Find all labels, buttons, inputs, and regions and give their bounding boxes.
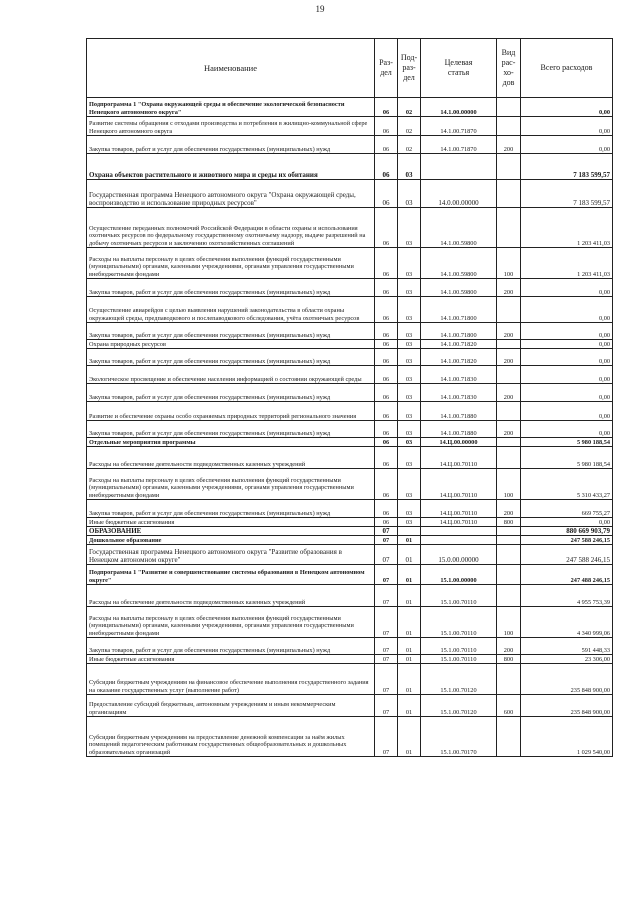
row-subsection xyxy=(398,527,421,536)
row-target xyxy=(421,154,497,180)
row-target: 14.1.00.59800 xyxy=(421,248,497,279)
row-subsection: 01 xyxy=(398,664,421,695)
row-expense-type: 200 xyxy=(497,349,521,366)
row-section: 06 xyxy=(375,500,398,518)
row-total: 1 203 411,03 xyxy=(521,208,613,248)
row-target: 14.1.00.71880 xyxy=(421,402,497,421)
row-target: 15.1.00.70110 xyxy=(421,585,497,607)
row-total: 1 029 540,00 xyxy=(521,717,613,757)
row-subsection: 03 xyxy=(398,421,421,438)
row-total: 23 306,00 xyxy=(521,655,613,664)
row-name: Развитие и обеспечение охраны особо охраняемых природных территорий регионального значения xyxy=(87,402,375,421)
row-total: 235 848 900,00 xyxy=(521,695,613,717)
row-section: 06 xyxy=(375,180,398,208)
row-subsection: 03 xyxy=(398,384,421,402)
row-section: 06 xyxy=(375,349,398,366)
row-expense-type xyxy=(497,447,521,469)
row-target: 15.1.00.70110 xyxy=(421,638,497,655)
row-expense-type: 200 xyxy=(497,323,521,340)
row-target: 15.1.00.70110 xyxy=(421,607,497,638)
row-name: Расходы на выплаты персоналу в целях обеспечения выполнения функций государственными (муниципальными) органами, казенными учреждениями, органами управления государственными внебюджетными фондами xyxy=(87,607,375,638)
table-row xyxy=(87,117,613,136)
row-total: 4 340 999,06 xyxy=(521,607,613,638)
row-target xyxy=(421,536,497,545)
table-row xyxy=(87,180,613,208)
row-target: 14.1.00.71820 xyxy=(421,349,497,366)
row-name: Иные бюджетные ассигнования xyxy=(87,518,375,527)
row-subsection: 03 xyxy=(398,469,421,500)
row-target: 14.1.00.71880 xyxy=(421,421,497,438)
table-row xyxy=(87,695,613,717)
row-name: Развитие системы обращения с отходами производства и потребления в жилищно-коммунальной сфере Ненецкого автономного округа xyxy=(87,117,375,136)
table-row xyxy=(87,664,613,695)
row-target: 14.0.00.00000 xyxy=(421,180,497,208)
row-total: 1 203 411,03 xyxy=(521,248,613,279)
row-expense-type: 200 xyxy=(497,279,521,297)
row-target: 14.1.00.71800 xyxy=(421,297,497,323)
row-expense-type: 100 xyxy=(497,469,521,500)
row-expense-type xyxy=(497,717,521,757)
row-expense-type: 800 xyxy=(497,655,521,664)
row-expense-type xyxy=(497,527,521,536)
row-subsection: 03 xyxy=(398,340,421,349)
row-total: 247 488 246,15 xyxy=(521,565,613,585)
row-total: 0,00 xyxy=(521,117,613,136)
row-subsection: 03 xyxy=(398,402,421,421)
row-name: Иные бюджетные ассигнования xyxy=(87,655,375,664)
row-expense-type xyxy=(497,585,521,607)
header-name: Наименование xyxy=(87,39,375,98)
row-section: 06 xyxy=(375,518,398,527)
row-section: 07 xyxy=(375,527,398,536)
row-expense-type: 200 xyxy=(497,384,521,402)
row-section: 06 xyxy=(375,154,398,180)
row-name: Расходы на обеспечение деятельности подведомственных казенных учреждений xyxy=(87,585,375,607)
row-total: 0,00 xyxy=(521,136,613,154)
row-expense-type: 200 xyxy=(497,500,521,518)
row-target: 15.1.00.70120 xyxy=(421,695,497,717)
row-expense-type xyxy=(497,536,521,545)
table-row xyxy=(87,638,613,655)
table-row xyxy=(87,447,613,469)
table-row xyxy=(87,98,613,117)
row-section: 06 xyxy=(375,248,398,279)
row-name: Государственная программа Ненецкого автономного округа "Охрана окружающей среды, воспроизводство и использование природных ресурсов" xyxy=(87,180,375,208)
table-row xyxy=(87,279,613,297)
header-total: Всего расходов xyxy=(521,39,613,98)
row-total: 5 310 433,27 xyxy=(521,469,613,500)
row-total: 247 588 246,15 xyxy=(521,545,613,565)
row-section: 07 xyxy=(375,695,398,717)
row-target: 14.Ц.00.70110 xyxy=(421,469,497,500)
row-subsection: 03 xyxy=(398,447,421,469)
row-subsection: 03 xyxy=(398,154,421,180)
row-expense-type xyxy=(497,297,521,323)
row-section: 06 xyxy=(375,447,398,469)
table-row xyxy=(87,500,613,518)
row-name: Охрана объектов растительного и животного мира и среды их обитания xyxy=(87,154,375,180)
row-name: Предоставление субсидий бюджетным, автономным учреждениям и иным некоммерческим организациям xyxy=(87,695,375,717)
row-target xyxy=(421,527,497,536)
row-subsection: 01 xyxy=(398,638,421,655)
row-section: 06 xyxy=(375,136,398,154)
row-expense-type: 100 xyxy=(497,248,521,279)
header-expense-type: Вид рас- хо- дов xyxy=(497,39,521,98)
row-name: Закупка товаров, работ и услуг для обеспечения государственных (муниципальных) нужд xyxy=(87,279,375,297)
table-row xyxy=(87,421,613,438)
row-expense-type xyxy=(497,545,521,565)
row-total: 0,00 xyxy=(521,297,613,323)
row-total: 0,00 xyxy=(521,340,613,349)
row-name: Субсидии бюджетным учреждениям на финансовое обеспечение выполнения государственного задания на оказание государственных услуг (выполнение работ) xyxy=(87,664,375,695)
row-total: 669 755,27 xyxy=(521,500,613,518)
header-row xyxy=(87,39,613,98)
row-section: 07 xyxy=(375,655,398,664)
row-target: 14.Ц.00.70110 xyxy=(421,518,497,527)
row-name: Закупка товаров, работ и услуг для обеспечения государственных (муниципальных) нужд xyxy=(87,638,375,655)
row-subsection: 01 xyxy=(398,717,421,757)
row-section: 07 xyxy=(375,638,398,655)
row-subsection: 01 xyxy=(398,545,421,565)
row-name: Экологическое просвещение и обеспечение населения информацией о состоянии окружающей среды xyxy=(87,366,375,384)
row-total: 0,00 xyxy=(521,366,613,384)
table-row xyxy=(87,208,613,248)
table-row xyxy=(87,717,613,757)
row-target: 14.1.00.71820 xyxy=(421,340,497,349)
row-target: 14.1.00.71830 xyxy=(421,366,497,384)
row-target: 14.1.00.71870 xyxy=(421,117,497,136)
row-subsection: 03 xyxy=(398,279,421,297)
row-section: 07 xyxy=(375,607,398,638)
row-section: 06 xyxy=(375,438,398,447)
row-section: 07 xyxy=(375,536,398,545)
row-expense-type xyxy=(497,565,521,585)
row-name: Закупка товаров, работ и услуг для обеспечения государственных (муниципальных) нужд xyxy=(87,323,375,340)
table-row xyxy=(87,136,613,154)
row-subsection: 03 xyxy=(398,349,421,366)
row-name: Отдельные мероприятия программы xyxy=(87,438,375,447)
row-subsection: 02 xyxy=(398,136,421,154)
row-expense-type xyxy=(497,117,521,136)
row-section: 07 xyxy=(375,545,398,565)
row-expense-type: 600 xyxy=(497,695,521,717)
row-section: 07 xyxy=(375,585,398,607)
row-total: 591 448,33 xyxy=(521,638,613,655)
row-section: 06 xyxy=(375,297,398,323)
row-subsection: 02 xyxy=(398,98,421,117)
row-total: 0,00 xyxy=(521,384,613,402)
row-expense-type: 200 xyxy=(497,638,521,655)
row-expense-type xyxy=(497,402,521,421)
row-name: Подпрограмма 1 "Охрана окружающей среды и обеспечение экологической безопасности Ненецкого автономного округа" xyxy=(87,98,375,117)
row-expense-type xyxy=(497,340,521,349)
row-subsection: 03 xyxy=(398,500,421,518)
row-target: 15.1.00.70120 xyxy=(421,664,497,695)
row-name: Осуществление авиарейдов с целью выявления нарушений законодательства в области охраны окружающей среды, предпаводкового и послепаводкового обследования, учёта охотничьих ресурсов xyxy=(87,297,375,323)
row-subsection: 03 xyxy=(398,297,421,323)
row-target: 14.1.00.59800 xyxy=(421,279,497,297)
row-target: 15.0.00.00000 xyxy=(421,545,497,565)
row-target: 14.1.00.71830 xyxy=(421,384,497,402)
row-subsection: 03 xyxy=(398,438,421,447)
table-row xyxy=(87,154,613,180)
table-row xyxy=(87,607,613,638)
row-expense-type xyxy=(497,366,521,384)
table-row xyxy=(87,518,613,527)
header-target: Целевая статья xyxy=(421,39,497,98)
row-total: 0,00 xyxy=(521,98,613,117)
row-section: 06 xyxy=(375,366,398,384)
row-name: Подпрограмма 1 "Развитие и совершенствование системы образования в Ненецком автономном округе" xyxy=(87,565,375,585)
row-section: 06 xyxy=(375,323,398,340)
row-target: 15.1.00.00000 xyxy=(421,565,497,585)
budget-table xyxy=(86,38,613,757)
row-subsection: 03 xyxy=(398,208,421,248)
row-total: 5 980 188,54 xyxy=(521,438,613,447)
row-total: 7 183 599,57 xyxy=(521,180,613,208)
table-row xyxy=(87,545,613,565)
row-section: 06 xyxy=(375,208,398,248)
row-section: 06 xyxy=(375,469,398,500)
table-row xyxy=(87,366,613,384)
row-total: 5 980 188,54 xyxy=(521,447,613,469)
table-row xyxy=(87,438,613,447)
row-total: 4 955 753,39 xyxy=(521,585,613,607)
row-name: Закупка товаров, работ и услуг для обеспечения государственных (муниципальных) нужд xyxy=(87,136,375,154)
row-subsection: 03 xyxy=(398,323,421,340)
row-name: Закупка товаров, работ и услуг для обеспечения государственных (муниципальных) нужд xyxy=(87,384,375,402)
row-section: 06 xyxy=(375,384,398,402)
row-expense-type xyxy=(497,438,521,447)
header-subsection: Под- раз- дел xyxy=(398,39,421,98)
table-row xyxy=(87,349,613,366)
table-row xyxy=(87,536,613,545)
row-name: Осуществление переданных полномочий Российской Федерации в области охраны и использования охотничьих ресурсов по федеральному государственному охотничьему надзору, выдаче разрешений на добычу охотничьих ресурсов и заключению охотхозяйственных соглашений xyxy=(87,208,375,248)
table-row xyxy=(87,469,613,500)
table-body xyxy=(87,98,613,757)
row-section: 06 xyxy=(375,421,398,438)
row-section: 06 xyxy=(375,117,398,136)
row-subsection: 01 xyxy=(398,607,421,638)
row-expense-type xyxy=(497,154,521,180)
row-subsection: 03 xyxy=(398,248,421,279)
row-expense-type: 200 xyxy=(497,421,521,438)
row-name: Дошкольное образование xyxy=(87,536,375,545)
row-total: 235 848 900,00 xyxy=(521,664,613,695)
row-target: 14.1.00.59800 xyxy=(421,208,497,248)
row-target: 14.Ц.00.00000 xyxy=(421,438,497,447)
row-name: ОБРАЗОВАНИЕ xyxy=(87,527,375,536)
row-total: 0,00 xyxy=(521,279,613,297)
row-subsection: 01 xyxy=(398,655,421,664)
row-expense-type: 100 xyxy=(497,607,521,638)
row-name: Расходы на обеспечение деятельности подведомственных казенных учреждений xyxy=(87,447,375,469)
row-section: 07 xyxy=(375,565,398,585)
row-section: 07 xyxy=(375,664,398,695)
table-row xyxy=(87,527,613,536)
row-section: 06 xyxy=(375,340,398,349)
row-total: 0,00 xyxy=(521,323,613,340)
row-name: Расходы на выплаты персоналу в целях обеспечения выполнения функций государственными (муниципальными) органами, казенными учреждениями, органами управления государственными внебюджетными фондами xyxy=(87,469,375,500)
row-section: 06 xyxy=(375,402,398,421)
row-total: 0,00 xyxy=(521,421,613,438)
row-target: 15.1.00.70110 xyxy=(421,655,497,664)
row-expense-type xyxy=(497,208,521,248)
row-total: 0,00 xyxy=(521,349,613,366)
row-total: 247 588 246,15 xyxy=(521,536,613,545)
row-name: Охрана природных ресурсов xyxy=(87,340,375,349)
row-section: 07 xyxy=(375,717,398,757)
row-subsection: 01 xyxy=(398,565,421,585)
row-subsection: 03 xyxy=(398,366,421,384)
row-name: Расходы на выплаты персоналу в целях обеспечения выполнения функций государственными (муниципальными) органами, казенными учреждениями, органами управления государственными внебюджетными фондами xyxy=(87,248,375,279)
row-total: 7 183 599,57 xyxy=(521,154,613,180)
row-name: Закупка товаров, работ и услуг для обеспечения государственных (муниципальных) нужд xyxy=(87,421,375,438)
row-name: Субсидии бюджетным учреждениям на предоставление денежной компенсации за наём жилых помещений педагогическим работникам государственных общеобразовательных и дошкольных образовательных организаций xyxy=(87,717,375,757)
table-row xyxy=(87,585,613,607)
row-section: 06 xyxy=(375,98,398,117)
row-total: 0,00 xyxy=(521,518,613,527)
row-target: 15.1.00.70170 xyxy=(421,717,497,757)
row-section: 06 xyxy=(375,279,398,297)
row-target: 14.Ц.00.70110 xyxy=(421,447,497,469)
row-target: 14.1.00.71870 xyxy=(421,136,497,154)
row-expense-type: 200 xyxy=(497,136,521,154)
table-row xyxy=(87,297,613,323)
header-section: Раз- дел xyxy=(375,39,398,98)
row-subsection: 01 xyxy=(398,536,421,545)
row-name: Закупка товаров, работ и услуг для обеспечения государственных (муниципальных) нужд xyxy=(87,500,375,518)
row-subsection: 03 xyxy=(398,180,421,208)
row-target: 14.Ц.00.70110 xyxy=(421,500,497,518)
row-total: 880 669 903,79 xyxy=(521,527,613,536)
row-expense-type xyxy=(497,664,521,695)
row-subsection: 03 xyxy=(398,518,421,527)
row-subsection: 01 xyxy=(398,585,421,607)
row-name: Закупка товаров, работ и услуг для обеспечения государственных (муниципальных) нужд xyxy=(87,349,375,366)
page-number: 19 xyxy=(315,4,325,14)
row-name: Государственная программа Ненецкого автономного округа "Развитие образования в Ненецком автономном округе" xyxy=(87,545,375,565)
row-total: 0,00 xyxy=(521,402,613,421)
row-target: 14.1.00.71800 xyxy=(421,323,497,340)
table-row xyxy=(87,384,613,402)
table-row xyxy=(87,323,613,340)
row-target: 14.1.00.00000 xyxy=(421,98,497,117)
table-row xyxy=(87,402,613,421)
row-subsection: 01 xyxy=(398,695,421,717)
table-row xyxy=(87,340,613,349)
row-expense-type xyxy=(497,98,521,117)
row-expense-type xyxy=(497,180,521,208)
table-row xyxy=(87,655,613,664)
row-expense-type: 800 xyxy=(497,518,521,527)
table-row xyxy=(87,248,613,279)
row-subsection: 02 xyxy=(398,117,421,136)
table-row xyxy=(87,565,613,585)
